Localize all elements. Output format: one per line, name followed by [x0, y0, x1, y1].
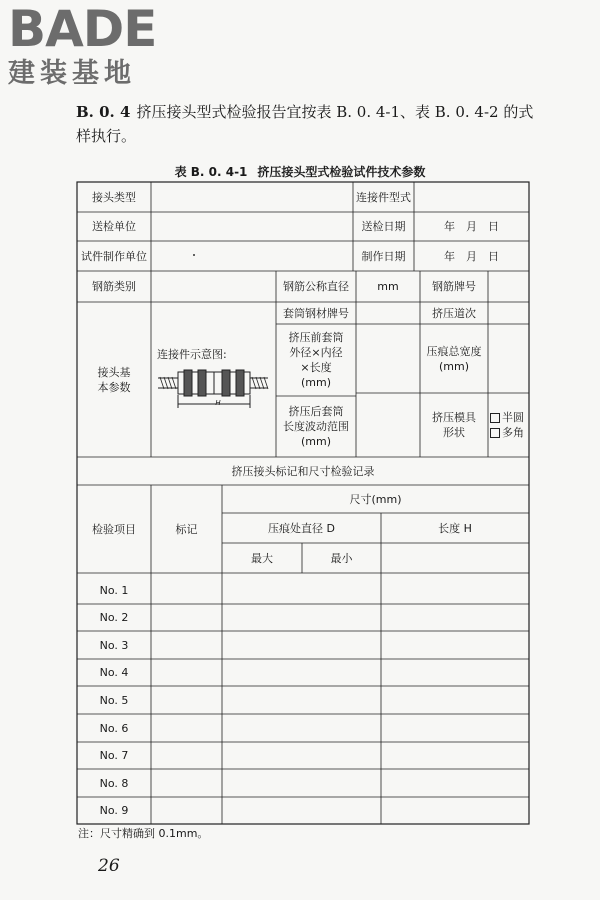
record-title: 挤压接头标记和尺寸检验记录 [231, 464, 375, 478]
table-caption-title: 挤压接头型式检验试件技术参数 [257, 165, 426, 179]
clause-text: 挤压接头型式检验报告宜按表 B. 0. 4-1、表 B. 0. 4-2 的式样执行。 [76, 103, 534, 145]
row-label: No. 5 [99, 693, 129, 707]
make-date-value[interactable]: 年 月 日 [444, 249, 499, 263]
connector-type-value[interactable] [414, 182, 529, 212]
connector-sketch-label: 连接件示意图: [157, 347, 227, 361]
submit-unit-value[interactable] [151, 212, 353, 241]
basic-params-line-1: 接头基 [97, 365, 131, 379]
die-shape-line-1: 挤压模具 [432, 411, 476, 424]
pre-sleeve-line-3: ×长度 [300, 361, 332, 374]
dimension-header: 尺寸(mm) [349, 492, 402, 506]
basic-params-line-2: 本参数 [97, 380, 131, 394]
row-label: No. 9 [99, 804, 129, 817]
die-option-semicircle[interactable] [490, 410, 524, 425]
row-label: No. 2 [99, 611, 129, 624]
max-header: 最大 [251, 551, 273, 565]
row-label: No. 7 [99, 749, 129, 762]
table-caption-number: 表 B. 0. 4-1 [174, 165, 248, 179]
row-label: No. 4 [99, 666, 129, 679]
min-header: 最小 [330, 551, 353, 565]
post-sleeve-line-2: 长度波动范围 [283, 420, 349, 433]
sketch-dimension-label: H [215, 399, 221, 407]
rebar-diameter-unit: mm [377, 280, 399, 293]
row-label: No. 3 [99, 638, 129, 652]
table-note: 注：尺寸精确到 0.1mm。 [78, 827, 209, 840]
indent-width-label [420, 324, 488, 393]
sleeve-grade-label: 套筒钢材牌号 [283, 306, 349, 320]
row-label: No. 1 [99, 584, 129, 597]
length-header: 长度 H [438, 521, 472, 535]
specimen-unit-value[interactable] [151, 241, 353, 271]
post-sleeve-line-3: (mm) [300, 435, 331, 448]
make-date-label: 制作日期 [361, 249, 406, 263]
pre-sleeve-label [276, 324, 356, 396]
die-option-semicircle-label: 半圆 [502, 411, 524, 424]
joint-type-label: 接头类型 [92, 190, 136, 204]
rebar-type-label: 钢筋类别 [92, 280, 136, 293]
indent-width-line-2: (mm) [438, 359, 469, 373]
die-option-polygon-label: 多角 [502, 426, 524, 439]
row-label: No. 8 [99, 776, 129, 790]
die-shape-label [420, 393, 488, 457]
rebar-diameter-label: 钢筋公称直径 [283, 280, 349, 293]
inspection-item-header: 检验项目 [92, 522, 136, 536]
checkbox-icon[interactable] [490, 413, 500, 423]
die-option-polygon[interactable] [490, 425, 524, 440]
die-shape-options [488, 393, 529, 457]
extrusion-passes-label: 挤压道次 [432, 306, 476, 320]
submit-unit-label: 送检单位 [92, 220, 136, 233]
row-label: No. 6 [99, 721, 129, 735]
connector-type-label: 连接件型式 [356, 190, 411, 204]
page-number: 26 [98, 856, 120, 876]
submit-date-value[interactable]: 年 月 日 [444, 220, 499, 233]
clause-number: B. 0. 4 [76, 103, 131, 121]
post-sleeve-label [276, 396, 356, 457]
pre-sleeve-line-2: 外径×内径 [289, 346, 343, 359]
rebar-grade-label: 钢筋牌号 [432, 280, 476, 293]
logo-brand: BADE [8, 0, 157, 58]
mark-header: 标记 [175, 522, 198, 536]
indent-width-line-1: 压痕总宽度 [426, 344, 482, 358]
post-sleeve-line-1: 挤压后套筒 [288, 405, 344, 418]
indent-diameter-header: 压痕处直径 D [268, 521, 335, 535]
basic-params-label [77, 302, 151, 457]
pre-sleeve-line-1: 挤压前套筒 [288, 331, 344, 344]
checkbox-icon[interactable] [490, 428, 500, 438]
submit-date-label: 送检日期 [361, 220, 406, 233]
specimen-unit-label: 试件制作单位 [81, 249, 147, 263]
logo-subtitle: 建装基地 [8, 58, 136, 89]
die-shape-line-2: 形状 [443, 426, 465, 439]
pre-sleeve-line-4: (mm) [300, 376, 331, 389]
joint-type-value[interactable] [151, 182, 353, 212]
